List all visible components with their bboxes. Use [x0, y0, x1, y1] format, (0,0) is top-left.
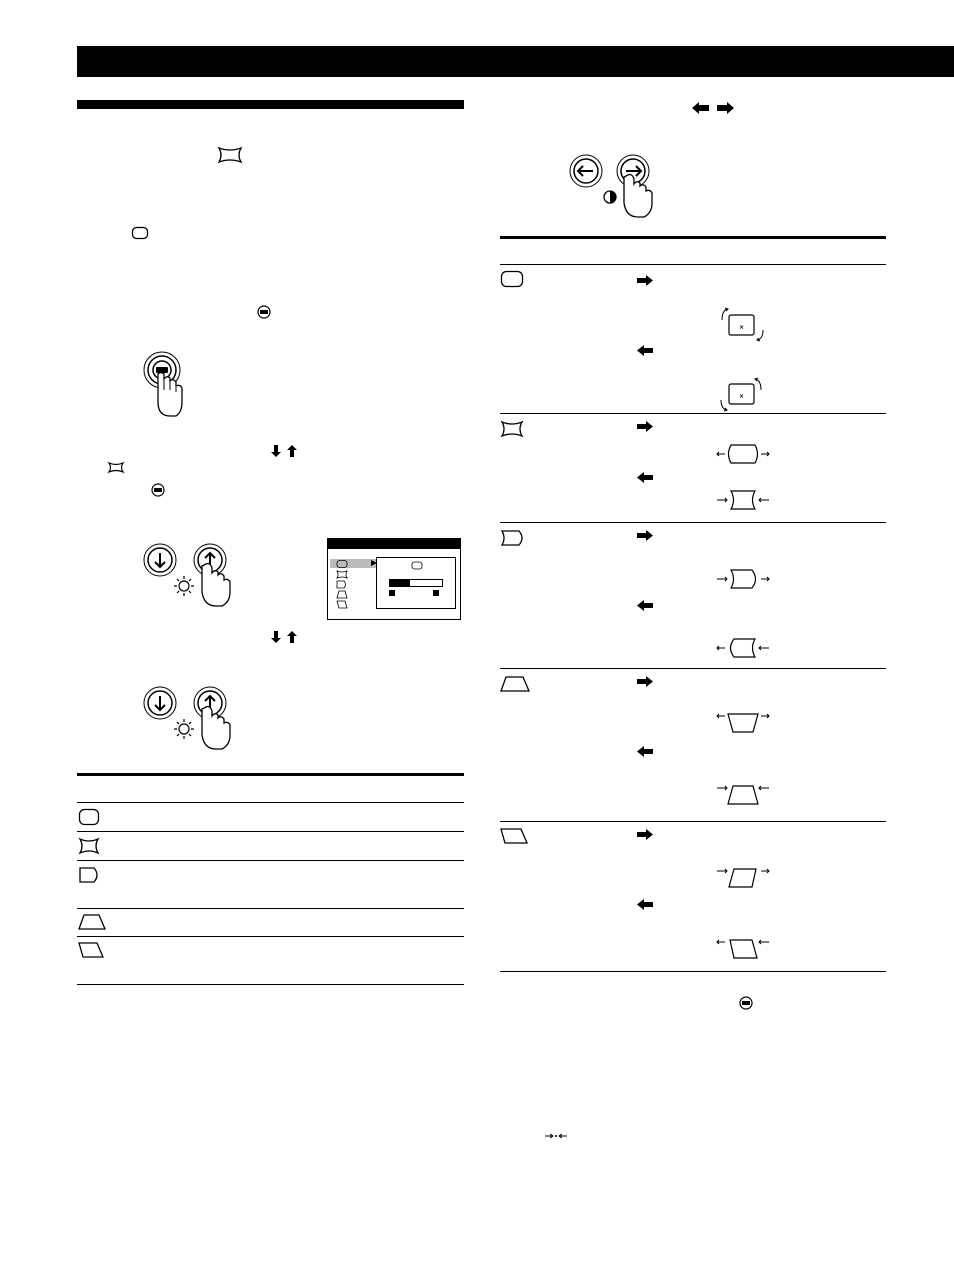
left-table-row-rule: [77, 860, 464, 861]
geometry-icon: [131, 226, 149, 240]
menu-button-icon: [257, 305, 271, 319]
menu-button-icon: [151, 483, 165, 497]
pincushion-icon: [107, 461, 125, 474]
right-arrow-icon: [636, 421, 654, 432]
left-table-top-rule: [77, 773, 464, 776]
down-up-buttons-illustration: [140, 683, 235, 753]
pincushion-icon: [500, 420, 524, 438]
rotate-clockwise-icon: [718, 308, 768, 340]
right-arrow-icon: [636, 530, 654, 541]
top-wider-icon: [716, 710, 770, 734]
menu-button-press-illustration: [138, 350, 188, 422]
left-table-row-rule: [77, 831, 464, 832]
left-arrow-icon: [636, 746, 654, 757]
right-table-bottom-rule: [500, 971, 886, 972]
right-arrow-icon: [636, 275, 654, 286]
right-table-header-rule: [500, 264, 886, 265]
bow-left-icon: [716, 637, 770, 659]
left-table-row-rule: [77, 908, 464, 909]
tilt-left-icon: [716, 936, 770, 960]
key-balance-icon: [499, 827, 529, 845]
key-balance-icon: [77, 941, 105, 959]
rotation-icon: [500, 270, 524, 288]
down-up-buttons-illustration: [140, 540, 235, 610]
pincushion-icon: [78, 837, 100, 855]
left-arrow-icon: [636, 899, 654, 910]
section-title-rule: [77, 100, 464, 109]
keystone-icon: [77, 913, 107, 931]
right-arrow-icon: [636, 676, 654, 687]
left-table-header-rule: [77, 802, 464, 803]
reset-icon: [544, 1131, 568, 1141]
down-up-arrows-icon: [269, 630, 299, 644]
right-table-row-rule: [500, 522, 886, 523]
rotate-counterclockwise-icon: [718, 378, 768, 410]
osd-plus-marker: [433, 590, 439, 596]
osd-slider: [389, 579, 443, 587]
pincushion-icon: [217, 146, 243, 164]
left-right-buttons-illustration: [566, 153, 660, 223]
osd-menu: [327, 538, 461, 620]
left-arrow-icon: [636, 472, 654, 483]
osd-geometry-icon: [411, 561, 423, 570]
osd-icon-list: [336, 559, 348, 609]
left-arrow-icon: [636, 345, 654, 356]
right-table-row-rule: [500, 413, 886, 414]
right-table-top-rule: [500, 236, 886, 239]
left-arrow-icon: [636, 600, 654, 611]
page-header-bar: [77, 46, 954, 77]
keystone-icon: [499, 675, 531, 693]
sides-contract-icon: [716, 489, 770, 511]
left-table-row-rule: [77, 936, 464, 937]
osd-title-bar: [328, 539, 460, 549]
right-table-row-rule: [500, 821, 886, 822]
pin-balance-icon: [500, 529, 528, 547]
left-right-arrows-icon: [691, 101, 735, 115]
top-narrower-icon: [716, 782, 770, 806]
right-arrow-icon: [636, 829, 654, 840]
rotation-icon: [78, 808, 100, 826]
rotation-mark: ×: [738, 324, 745, 331]
right-table-row-rule: [500, 668, 886, 669]
rotation-mark: ×: [738, 393, 745, 400]
osd-slider-fill: [390, 580, 410, 586]
bow-right-icon: [716, 568, 770, 590]
left-table-bottom-rule: [77, 984, 464, 985]
pin-balance-icon: [78, 866, 102, 884]
tilt-right-icon: [716, 865, 770, 889]
sides-expand-icon: [716, 443, 770, 465]
osd-adjust-panel: [376, 557, 456, 609]
down-up-arrows-icon: [269, 444, 299, 458]
osd-minus-marker: [389, 590, 395, 596]
menu-button-icon: [739, 996, 753, 1010]
